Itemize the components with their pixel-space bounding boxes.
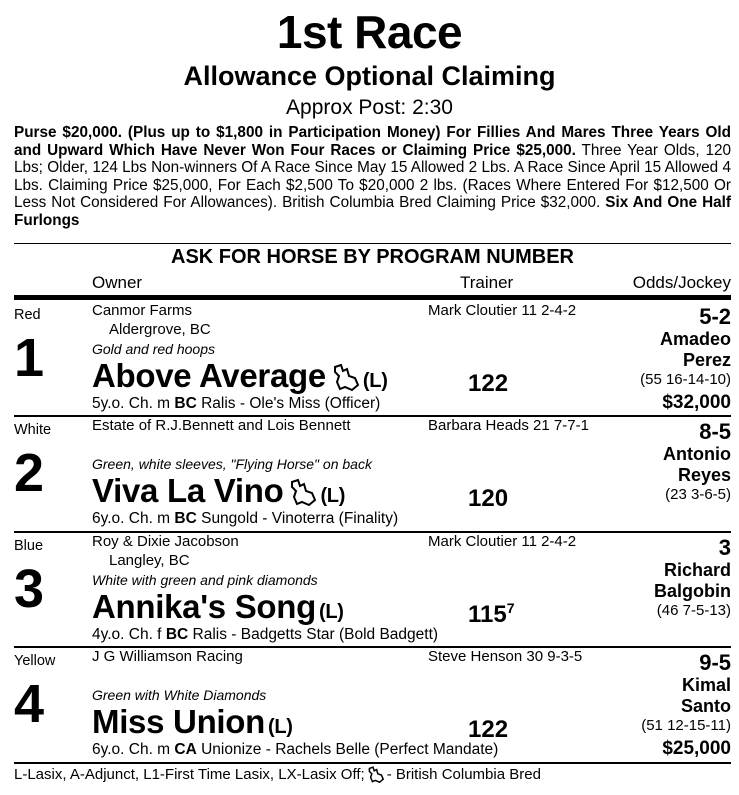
pedigree-line	[92, 509, 398, 528]
jockey-last-name: Santo	[680, 696, 731, 716]
medication: (L)	[362, 370, 388, 392]
jockey-stats: (46 7-5-13)	[656, 602, 731, 619]
medication: (L)	[268, 716, 293, 738]
medication: (L)	[318, 601, 344, 623]
conditions-distance: Six And One Half Furlongs	[14, 194, 731, 229]
weight	[468, 362, 508, 399]
legend-bc-text: - British Columbia Bred	[386, 766, 541, 783]
bc-bred-icon	[332, 363, 360, 393]
pedigree-line	[92, 394, 380, 413]
owner-name: Estate of R.J.Bennett and Lois Bennett	[92, 417, 351, 434]
sire-dam: Ralis - Ole's Miss (Officer)	[196, 395, 381, 412]
owner-name: J G Williamson Racing	[92, 648, 243, 665]
saddle-cloth-color: Yellow	[14, 653, 56, 669]
legend-text: L-Lasix, A-Adjunct, L1-First Time Lasix, LX-Lasix Off;	[14, 766, 365, 783]
weight	[468, 593, 515, 630]
morning-line-odds: 5-2	[699, 304, 731, 329]
weight-value: 120	[468, 485, 509, 512]
jockey-first-name: Amadeo	[659, 329, 731, 349]
owner-name: Canmor Farms	[92, 302, 193, 319]
ask-banner: ASK FOR HORSE BY PROGRAM NUMBER	[14, 243, 731, 270]
bc-bred-icon	[367, 766, 385, 784]
weight-value: 115	[468, 601, 507, 628]
program-number: 2	[14, 443, 45, 503]
morning-line-odds: 3	[718, 535, 731, 560]
jockey-stats: (23 3-6-5)	[665, 486, 731, 503]
post-time: Approx Post: 2:30	[286, 96, 453, 119]
entry-row	[14, 300, 731, 415]
jockey-stats: (55 16-14-10)	[640, 371, 731, 388]
trainer: Steve Henson 30 9-3-5	[428, 648, 583, 665]
silks-description: Green, white sleeves, "Flying Horse" on back	[92, 456, 372, 472]
age-sex: 5y.o. Ch. m	[92, 395, 175, 412]
race-type: Allowance Optional Claiming	[183, 61, 556, 91]
weight-allowance: 7	[506, 600, 515, 616]
silks-description: Gold and red hoops	[92, 341, 215, 357]
horse-name: Viva La Vino	[92, 472, 284, 509]
sire-dam: Unionize - Rachels Belle (Perfect Mandate)	[196, 741, 499, 758]
silks-description: White with green and pink diamonds	[92, 572, 318, 588]
breeding-state: BC	[174, 510, 197, 527]
pedigree-line	[92, 740, 498, 759]
bc-bred-icon	[289, 478, 317, 508]
owner-column-header: Owner	[92, 273, 143, 292]
breeding-state: BC	[165, 626, 189, 643]
conditions-body: Three Year Olds, 120 Lbs; Older, 124 Lbs Non-winners Of A Race Since May 15 Allowed 2 Lbs. A Race Since April 15 Allowed 4 Lbs. Claiming Price $25,000, For Each $2,500 To $20,000 2 lbs. (Races Where Entered For $12,500 Or Less Not Considered For Allowances). British Columbia Bred Claiming Price $32,000.	[14, 141, 731, 211]
horse-name: Miss Union	[92, 703, 266, 740]
medication: (L)	[320, 485, 346, 507]
entry-row	[14, 531, 731, 646]
legend	[14, 765, 541, 785]
age-sex: 6y.o. Ch. m	[92, 510, 175, 527]
horse-name: Annika's Song	[92, 588, 316, 625]
age-sex: 4y.o. Ch. f	[92, 626, 166, 643]
sire-dam: Sungold - Vinoterra (Finality)	[196, 510, 399, 527]
claim-price: $32,000	[662, 392, 731, 413]
footer-divider	[14, 762, 731, 764]
jockey-last-name: Balgobin	[654, 581, 731, 601]
program-number: 1	[14, 328, 45, 388]
trainer-column-header: Trainer	[460, 273, 514, 292]
jockey-last-name: Perez	[682, 350, 731, 370]
race-conditions	[14, 124, 731, 229]
weight	[468, 477, 508, 514]
horse-name: Above Average	[92, 357, 326, 394]
program-number: 4	[14, 674, 45, 734]
saddle-cloth-color: Red	[14, 307, 41, 323]
owner-name: Roy & Dixie Jacobson	[92, 533, 239, 550]
jockey-stats: (51 12-15-11)	[641, 717, 731, 734]
breeding-state: CA	[174, 741, 197, 758]
trainer: Mark Cloutier 11 2-4-2	[428, 302, 577, 319]
conditions-purse: Purse $20,000. (Plus up to $1,800 in Participation Money) For Fillies And Mares Three Years Old and Upward Which Have Never Won Four Races or Claiming Price $25,000.	[14, 124, 731, 159]
age-sex: 6y.o. Ch. m	[92, 741, 175, 758]
saddle-cloth-color: Blue	[14, 538, 44, 554]
jockey-first-name: Antonio	[663, 444, 731, 464]
morning-line-odds: 8-5	[699, 419, 731, 444]
jockey-first-name: Kimal	[681, 675, 731, 695]
trainer: Mark Cloutier 11 2-4-2	[428, 533, 577, 550]
weight-value: 122	[468, 370, 509, 397]
jockey-last-name: Reyes	[677, 465, 731, 485]
program-number: 3	[14, 559, 45, 619]
trainer: Barbara Heads 21 7-7-1	[428, 417, 589, 434]
pedigree-line	[92, 625, 438, 644]
jockey-first-name: Richard	[663, 560, 731, 580]
odds-jockey-column-header: Odds/Jockey	[632, 273, 731, 292]
breeding-state: BC	[174, 395, 197, 412]
sire-dam: Ralis - Badgetts Star (Bold Badgett)	[188, 626, 439, 643]
claim-price: $25,000	[662, 738, 731, 759]
race-title: 1st Race	[276, 6, 463, 58]
weight-value: 122	[468, 716, 509, 743]
owner-location: Aldergrove, BC	[109, 321, 211, 338]
morning-line-odds: 9-5	[699, 650, 731, 675]
entry-row	[14, 415, 731, 530]
entry-row	[14, 646, 731, 761]
saddle-cloth-color: White	[14, 422, 52, 438]
silks-description: Green with White Diamonds	[92, 687, 267, 703]
owner-location: Langley, BC	[109, 552, 190, 569]
